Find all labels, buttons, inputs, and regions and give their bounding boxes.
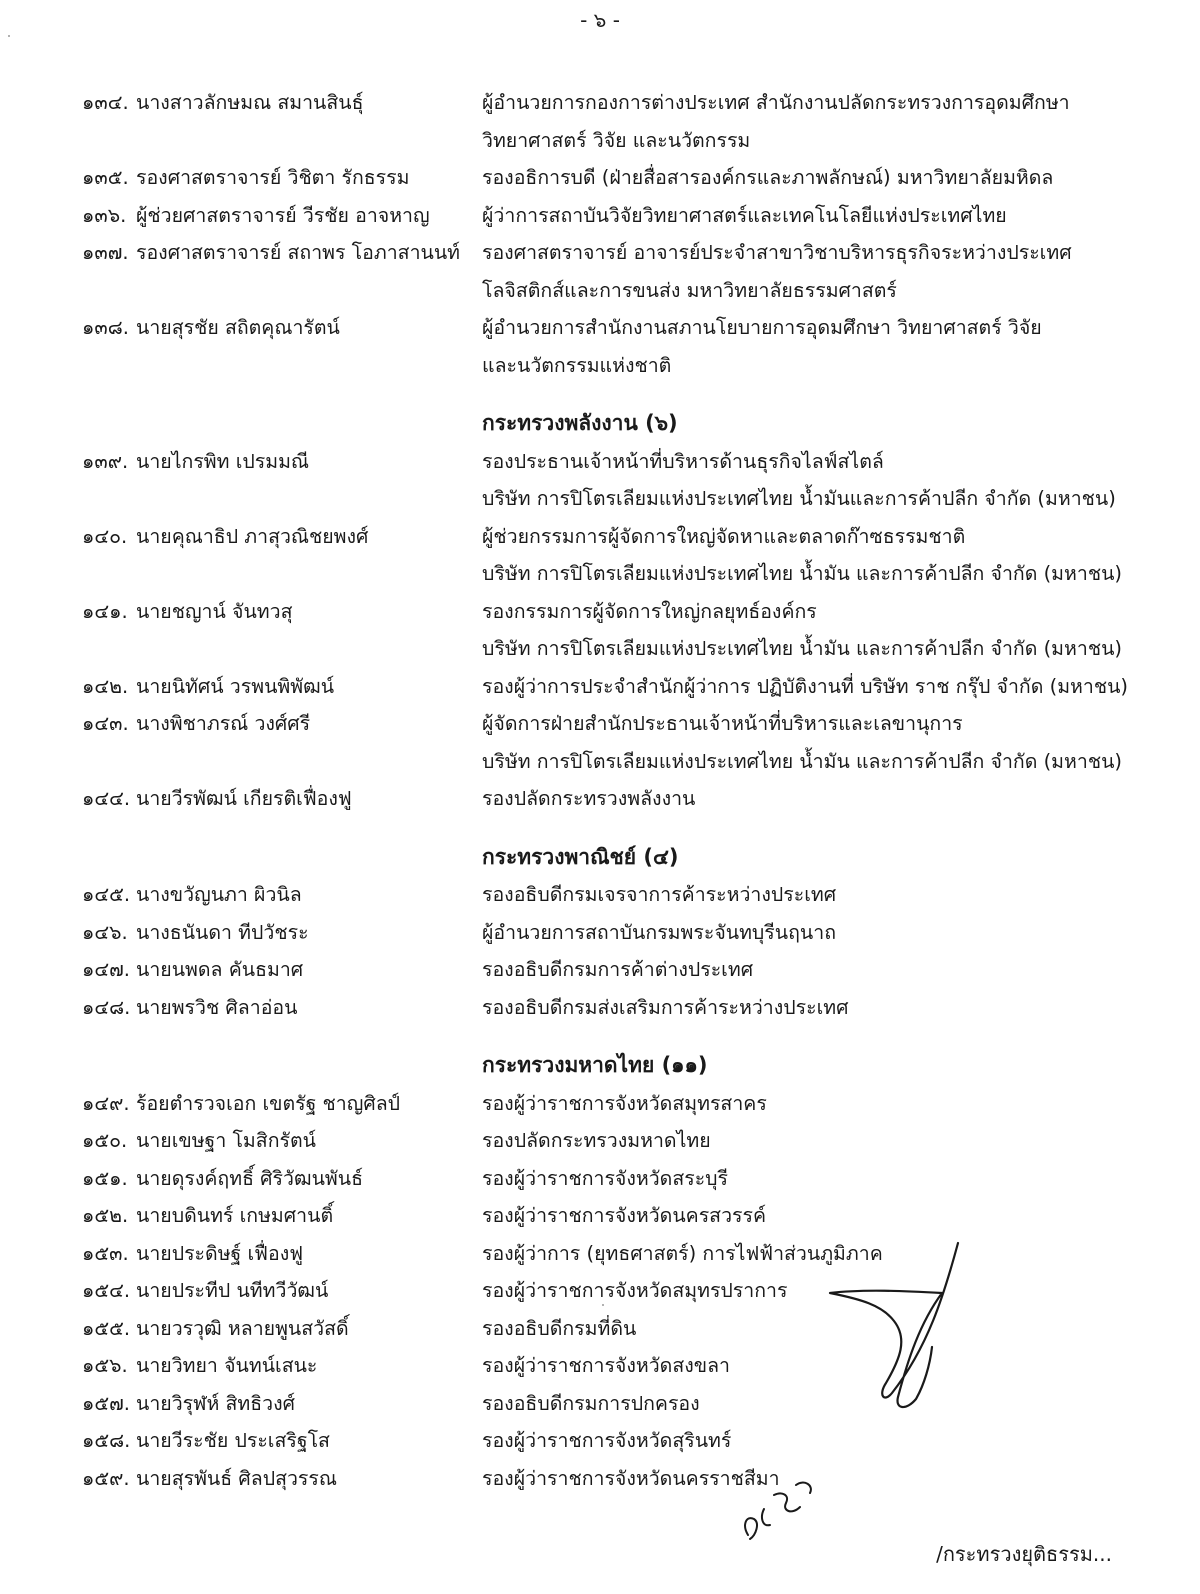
position-line: รองผู้ว่าราชการจังหวัดสุรินทร์ [482, 1429, 732, 1452]
appointee-position [482, 1197, 1122, 1235]
appointee-entry [82, 1347, 1142, 1385]
appointee-name: นายดุรงค์ฤทธิ์ ศิริวัฒนพันธ์ [136, 1166, 364, 1190]
position-line: ผู้จัดการฝ่ายสำนักประธานเจ้าหน้าที่บริหารและเลขานุการ [482, 712, 963, 735]
appointee-entry [82, 1272, 1142, 1310]
entry-number: ๑๕๗. [82, 1391, 130, 1415]
entry-number: ๑๓๘. [82, 316, 129, 339]
appointee-name: นายสุรชัย สถิตคุณารัตน์ [136, 316, 340, 339]
continuation-note: /กระทรวงยุติธรรม... [936, 1542, 1112, 1566]
position-line: รองผู้ว่าราชการจังหวัดสระบุรี [482, 1166, 729, 1190]
appointee-name: นางพิชาภรณ์ วงศ์ศรี [136, 712, 311, 735]
appointee-position [482, 668, 1129, 706]
appointee-name: นายชญาน์ จันทวสุ [136, 599, 293, 623]
appointee-entry [82, 1460, 1142, 1498]
entry-number: ๑๕๑. [82, 1166, 128, 1190]
appointee-position [482, 1122, 1122, 1160]
appointee-name: ร้อยตำรวจเอก เขตรัฐ ชาญศิลป์ [136, 1091, 401, 1115]
entry-number: ๑๓๔. [82, 91, 129, 114]
handwritten-signature [820, 1235, 970, 1435]
entry-number: ๑๓๕. [82, 166, 129, 189]
position-line: รองผู้ว่าราชการจังหวัดนครสวรรค์ [482, 1204, 767, 1227]
appointee-entry [82, 1422, 1142, 1460]
ministry-heading: กระทรวงพลังงาน (๖) [482, 411, 678, 435]
appointee-position [482, 1310, 1122, 1348]
appointee-position [482, 1422, 1122, 1460]
appointee-position [482, 705, 1122, 780]
appointee-entry [82, 197, 1142, 235]
appointee-entry [82, 1122, 1142, 1160]
entry-number: ๑๔๕. [82, 883, 131, 906]
entry-number: ๑๔๙. [82, 1091, 130, 1115]
appointee-position [482, 309, 1122, 384]
position-line: รองศาสตราจารย์ อาจารย์ประจำสาขาวิชาบริหารธุรกิจระหว่างประเทศ [482, 241, 1072, 264]
entry-number: ๑๔๔. [82, 787, 131, 810]
appointee-position [482, 234, 1122, 309]
position-line: ผู้อำนวยการสถาบันกรมพระจันทบุรีนฤนาถ [482, 920, 837, 944]
entry-number: ๑๕๓. [82, 1241, 129, 1265]
appointee-position [482, 1235, 1122, 1273]
appointee-name: นายวิรุฬห์ สิทธิวงศ์ [136, 1391, 296, 1415]
entry-number: ๑๓๙. [82, 449, 129, 473]
position-line: รองผู้ว่าราชการจังหวัดสมุทรปราการ [482, 1279, 788, 1302]
scan-speck [8, 35, 10, 37]
appointee-entry [82, 951, 1142, 989]
appointee-entry [82, 1385, 1142, 1423]
appointee-position [482, 780, 1122, 818]
page-number: - ๖ - [580, 8, 620, 32]
position-line: และนวัตกรรมแห่งชาติ [482, 353, 672, 377]
entry-number: ๑๓๖. [82, 203, 127, 227]
appointee-name: นายวิทยา จันทน์เสนะ [136, 1354, 318, 1377]
appointee-entry [82, 1310, 1142, 1348]
entry-number: ๑๕๔. [82, 1279, 131, 1302]
entry-number: ๑๕๕. [82, 1316, 131, 1340]
entry-number: ๑๔๖. [82, 920, 128, 944]
appointee-name: นายนิทัศน์ วรพนพิพัฒน์ [136, 674, 335, 698]
position-line: รองกรรมการผู้จัดการใหญ่กลยุทธ์องค์กร [482, 599, 817, 623]
appointee-position [482, 1085, 1122, 1123]
entry-number: ๑๔๑. [82, 599, 128, 623]
appointee-entry [82, 876, 1142, 914]
appointee-entry [82, 443, 1142, 518]
appointee-name: นายวีรพัฒน์ เกียรติเฟื่องฟู [136, 787, 352, 810]
entry-number: ๑๕๙. [82, 1466, 130, 1490]
appointee-position [482, 951, 1122, 989]
appointee-name: นายนพดล คันธมาศ [136, 958, 304, 981]
entry-number: ๑๔๓. [82, 712, 129, 735]
appointee-name: นายวรวุฒิ หลายพูนสวัสดิ์ [136, 1316, 349, 1340]
appointee-name: รองศาสตราจารย์ สถาพร โอภาสานนท์ [136, 241, 461, 264]
position-line: รองผู้ว่าราชการจังหวัดสงขลา [482, 1354, 730, 1377]
entry-number: ๑๓๗. [82, 241, 129, 264]
appointee-entry [82, 234, 1142, 309]
appointee-position [482, 1272, 1122, 1310]
appointee-entry [82, 593, 1142, 668]
appointee-name: รองศาสตราจารย์ วิชิตา รักธรรม [136, 166, 410, 189]
appointee-position [482, 914, 1122, 952]
appointee-entry [82, 1235, 1142, 1273]
position-line: รองผู้ว่าราชการจังหวัดสมุทรสาคร [482, 1091, 767, 1115]
appointee-entry [82, 518, 1142, 593]
appointee-name: นายคุณาธิป ภาสุวณิชยพงศ์ [136, 524, 369, 548]
ministry-heading: กระทรวงพาณิชย์ (๔) [482, 844, 679, 869]
entry-number: ๑๕๘. [82, 1429, 131, 1452]
position-line: รองปลัดกระทรวงพลังงาน [482, 787, 696, 810]
appointee-entry [82, 780, 1142, 818]
appointee-name: นายสุรพันธ์ ศิลปสุวรรณ [136, 1466, 337, 1490]
appointee-entry [82, 914, 1142, 952]
appointee-name: นายไกรพิท เปรมมณี [136, 449, 310, 473]
appointee-entry [82, 84, 1142, 159]
appointee-position [482, 84, 1122, 159]
position-line: รองอธิบดีกรมส่งเสริมการค้าระหว่างประเทศ [482, 995, 849, 1019]
position-line: บริษัท การปิโตรเลียมแห่งประเทศไทย น้ำมัน และการค้าปลีก จำกัด (มหาชน) [482, 562, 1123, 585]
entry-number: ๑๔๒. [82, 674, 129, 698]
appointee-position [482, 1385, 1122, 1423]
appointee-name: นายประดิษฐ์ เฟื่องฟู [136, 1241, 304, 1265]
appointee-name: ผู้ช่วยศาสตราจารย์ วีรชัย อาจหาญ [136, 203, 430, 227]
appointee-name: นายเขษฐา โมสิกรัตน์ [136, 1129, 316, 1152]
position-line: รองผู้ว่าการประจำสำนักผู้ว่าการ ปฏิบัติงานที่ บริษัท ราช กรุ๊ป จำกัด (มหาชน) [482, 674, 1129, 698]
position-line: ผู้ว่าการสถาบันวิจัยวิทยาศาสตร์และเทคโนโลยีแห่งประเทศไทย [482, 203, 1007, 227]
position-line: รองประธานเจ้าหน้าที่บริหารด้านธุรกิจไลฟ์สไตล์ [482, 449, 884, 473]
position-line: โลจิสติกส์และการขนส่ง มหาวิทยาลัยธรรมศาสตร์ [482, 278, 897, 302]
appointee-entry [82, 1197, 1142, 1235]
position-line: บริษัท การปิโตรเลียมแห่งประเทศไทย น้ำมัน และการค้าปลีก จำกัด (มหาชน) [482, 749, 1123, 773]
position-line: บริษัท การปิโตรเลียมแห่งประเทศไทย น้ำมันและการค้าปลีก จำกัด (มหาชน) [482, 487, 1116, 510]
appointee-name: นายบดินทร์ เกษมศานติ์ [136, 1204, 334, 1227]
position-line: ผู้อำนวยการกองการต่างประเทศ สำนักงานปลัดกระทรวงการอุดมศึกษา [482, 91, 1070, 114]
position-line: รองอธิบดีกรมเจรจาการค้าระหว่างประเทศ [482, 883, 837, 906]
position-line: รองอธิบดีกรมการค้าต่างประเทศ [482, 958, 754, 981]
position-line: รองอธิการบดี (ฝ่ายสื่อสารองค์กรและภาพลักษณ์) มหาวิทยาลัยมหิดล [482, 166, 1054, 189]
appointee-name: นางธนันดา ทีปวัชระ [136, 920, 309, 944]
position-line: รองผู้ว่าการ (ยุทธศาสตร์) การไฟฟ้าส่วนภูมิภาค [482, 1241, 883, 1265]
position-line: ผู้อำนวยการสำนักงานสภานโยบายการอุดมศึกษา วิทยาศาสตร์ วิจัย [482, 316, 1042, 339]
appointee-name: นายวีระชัย ประเสริฐโส [136, 1429, 330, 1452]
position-line: รองอธิบดีกรมการปกครอง [482, 1391, 700, 1415]
appointee-entry [82, 1085, 1142, 1123]
entry-number: ๑๕๖. [82, 1354, 128, 1377]
appointee-entry [82, 159, 1142, 197]
position-line: บริษัท การปิโตรเลียมแห่งประเทศไทย น้ำมัน และการค้าปลีก จำกัด (มหาชน) [482, 637, 1123, 660]
scan-speck [602, 1304, 604, 1306]
appointee-entry [82, 309, 1142, 384]
appointee-entry [82, 1160, 1142, 1198]
appointee-name: นางสาวลักษมณ สมานสินธุ์ [136, 91, 364, 114]
appointee-position [482, 197, 1122, 235]
entry-number: ๑๕๒. [82, 1204, 129, 1227]
appointee-position [482, 876, 1122, 914]
entry-number: ๑๔๐. [82, 524, 128, 548]
position-line: รองอธิบดีกรมที่ดิน [482, 1316, 637, 1340]
entry-number: ๑๕๐. [82, 1129, 128, 1152]
appointee-name: นายพรวิช ศิลาอ่อน [136, 995, 298, 1019]
appointee-position [482, 1160, 1122, 1198]
appointee-position [482, 1347, 1122, 1385]
appointee-position [482, 593, 1122, 668]
position-line: วิทยาศาสตร์ วิจัย และนวัตกรรม [482, 128, 751, 152]
appointee-position [482, 159, 1122, 197]
position-line: รองปลัดกระทรวงมหาดไทย [482, 1129, 711, 1152]
appointee-name: นางขวัญนภา ผิวนิล [136, 883, 302, 906]
appointee-position [482, 989, 1122, 1027]
appointee-entry [82, 989, 1142, 1027]
entry-number: ๑๔๗. [82, 958, 130, 981]
entry-number: ๑๔๘. [82, 995, 131, 1019]
appointee-name: นายประทีป นทีทวีวัฒน์ [136, 1279, 329, 1302]
appointee-position [482, 443, 1122, 518]
appointee-entry [82, 668, 1142, 706]
position-line: ผู้ช่วยกรรมการผู้จัดการใหญ่จัดหาและตลาดก๊าซธรรมชาติ [482, 524, 966, 548]
handwritten-initials [730, 1465, 830, 1550]
appointee-entry [82, 705, 1142, 780]
appointee-position [482, 518, 1122, 593]
appointment-list [82, 84, 1142, 1497]
ministry-heading: กระทรวงมหาดไทย (๑๑) [482, 1053, 708, 1077]
position-line: รองผู้ว่าราชการจังหวัดนครราชสีมา [482, 1466, 780, 1490]
